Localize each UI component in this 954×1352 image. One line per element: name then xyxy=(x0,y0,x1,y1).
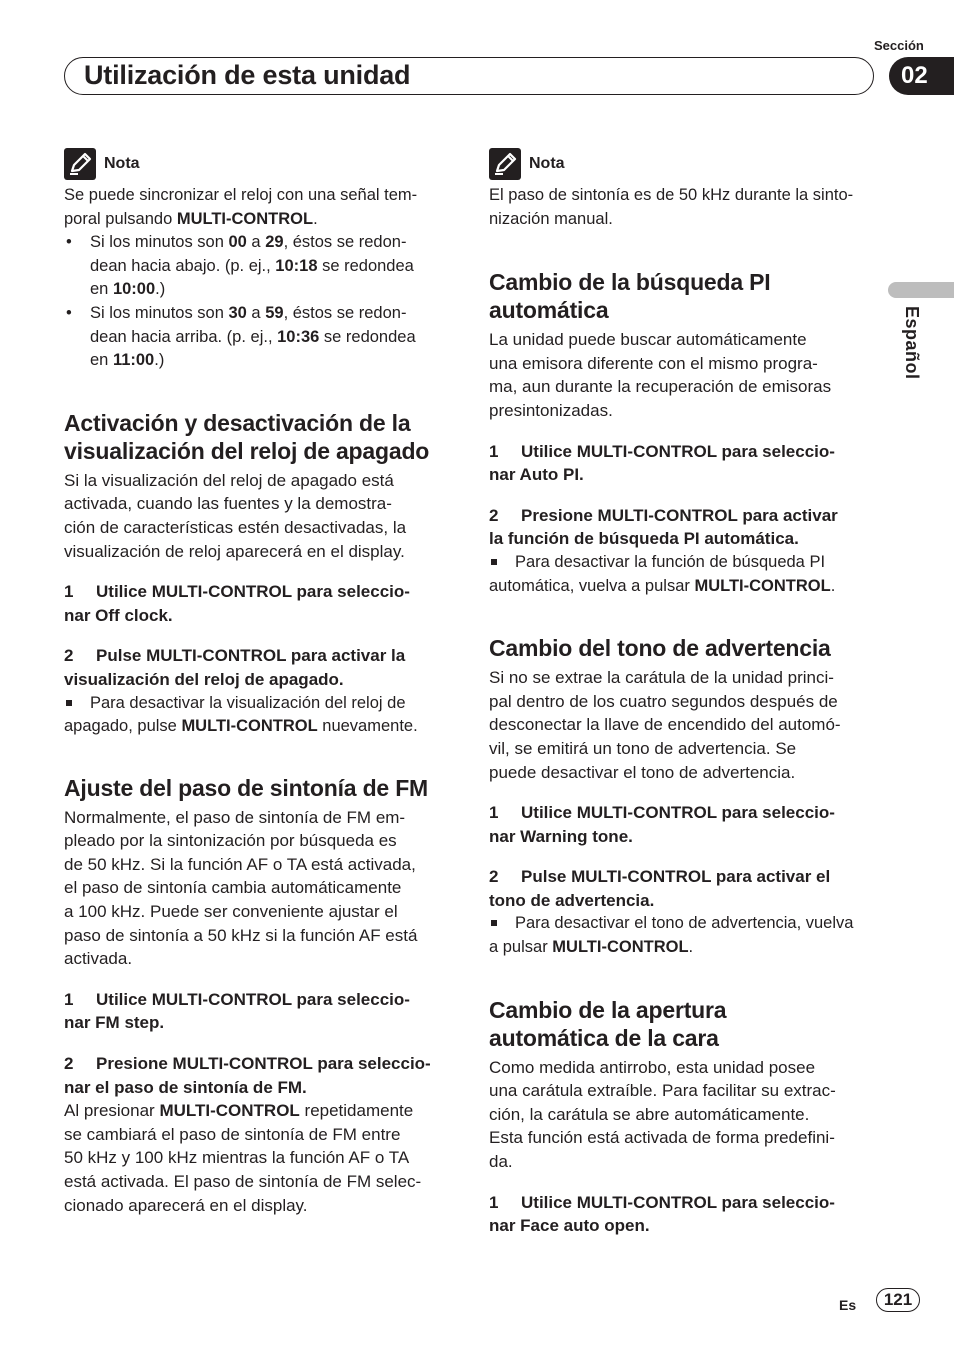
step: 2 Presione MULTI-CONTROL para activar la función de búsqueda PI automática. xyxy=(489,505,838,549)
page-number: 121 xyxy=(876,1288,920,1312)
note-label: Nota xyxy=(529,155,565,173)
section-heading: Cambio del tono de advertencia xyxy=(489,635,831,662)
section-heading: Cambio de la apertura automática de la cara xyxy=(489,996,727,1051)
section-body: Como medida antirrobo, esta unidad posee una carátula extraíble. Para facilitar su extrac- ción, la carátula se abre automáticamente. Esta función está activada de forma predefini- da. xyxy=(489,1057,836,1172)
left-column xyxy=(64,148,456,1217)
page-title: Utilización de esta unidad xyxy=(84,60,411,90)
note-bullet: • Si los minutos son 00 a 29, éstos se redon- dean hacia abajo. (p. ej., 10:18 se redondea en 10:00.) xyxy=(64,231,456,302)
section-number-badge: 02 xyxy=(889,57,954,95)
step: 1 Utilice MULTI-CONTROL para seleccio- nar Face auto open. xyxy=(489,1192,835,1236)
section-heading: Ajuste del paso de sintonía de FM xyxy=(64,774,429,801)
note-bullet: • Si los minutos son 30 a 59, éstos se redon- dean hacia arriba. (p. ej., 10:36 se redondea en 11:00.) xyxy=(64,302,456,373)
section-label: Sección xyxy=(874,38,924,53)
note-text: El paso de sintonía es de 50 kHz durante la sinto- nización manual. xyxy=(489,186,854,228)
section-body: Si no se extrae la carátula de la unidad princi- pal dentro de los cuatro segundos después de desconectar la llave de encendido del automó- vil, se emitirá un tono de advertencia. Se puede desactivar el tono de advertencia. xyxy=(489,668,841,782)
pencil-note-icon xyxy=(64,148,96,180)
step: 1 Utilice MULTI-CONTROL para seleccio- nar Off clock. xyxy=(64,582,410,625)
step-subnote: Para desactivar la visualización del reloj de apagado, pulse MULTI-CONTROL nuevamente. xyxy=(64,692,456,739)
right-column xyxy=(489,148,881,1238)
step: 2 Pulse MULTI-CONTROL para activar la visualización del reloj de apagado. xyxy=(64,646,406,689)
note-heading xyxy=(64,148,456,180)
note-label: Nota xyxy=(104,155,140,173)
section-heading: Cambio de la búsqueda PI automática xyxy=(489,269,771,324)
step-subnote: Para desactivar la función de búsqueda PI automática, vuelva a pulsar MULTI-CONTROL. xyxy=(489,551,881,598)
step: 2 Presione MULTI-CONTROL para seleccio- nar el paso de sintonía de FM. xyxy=(64,1054,431,1097)
step-subnote: Para desactivar el tono de advertencia, vuelva a pulsar MULTI-CONTROL. xyxy=(489,912,881,959)
section-heading: Activación y desactivación de la visualización del reloj de apagado xyxy=(64,409,430,464)
footer-language-code: Es xyxy=(839,1297,857,1313)
pencil-note-icon xyxy=(489,148,521,180)
note-heading xyxy=(489,148,881,180)
step-body: Al presionar MULTI-CONTROL repetidamente se cambiará el paso de sintonía de FM entre 50 kHz y 100 kHz mientras la función AF o TA está activada. El paso de sintonía de FM selec- cionado aparecerá en el display. xyxy=(64,1101,422,1215)
section-body: Normalmente, el paso de sintonía de FM em- pleado por la sintonización por búsqueda es de 50 kHz. Si la función AF o TA está activada, el paso de sintonía cambia automáticamente a 100 kHz. Puede ser conveniente ajustar el paso de sintonía a 50 kHz si la función AF está activada. xyxy=(64,807,418,969)
step: 2 Pulse MULTI-CONTROL para activar el tono de advertencia. xyxy=(489,867,831,910)
section-body: Si la visualización del reloj de apagado está activada, cuando las fuentes y la demostra- ción de características estén desactivadas, la visualización de reloj aparecerá en el display. xyxy=(64,470,407,561)
section-body: La unidad puede buscar automáticamente una emisora diferente con el mismo progra- ma, aun durante la recuperación de emisoras presintonizadas. xyxy=(489,330,832,420)
note-text: Se puede sincronizar el reloj con una señal tem- poral pulsando MULTI-CONTROL. xyxy=(64,186,418,228)
step: 1 Utilice MULTI-CONTROL para seleccio- nar Auto PI. xyxy=(489,441,835,485)
step: 1 Utilice MULTI-CONTROL para seleccio- nar FM step. xyxy=(64,989,410,1033)
step: 1 Utilice MULTI-CONTROL para seleccio- nar Warning tone. xyxy=(489,803,835,846)
language-tab-marker xyxy=(888,282,954,298)
language-tab-label: Español xyxy=(902,306,922,380)
